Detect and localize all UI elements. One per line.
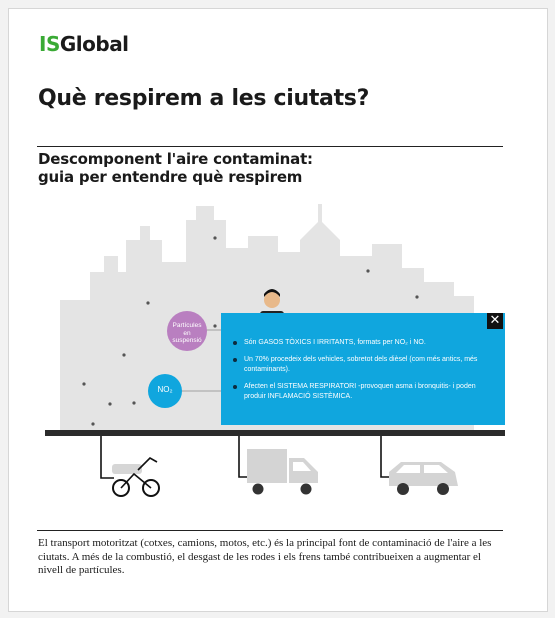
- logo-prefix: IS: [39, 32, 60, 56]
- info-item: Són GASOS TÒXICS I IRRITANTS, formats per NO₂ i NO.: [231, 338, 493, 348]
- car-icon: [389, 462, 458, 495]
- no2-label: NO₂: [157, 385, 173, 394]
- logo-suffix: Global: [59, 32, 129, 56]
- body-paragraph: El transport motoritzat (cotxes, camions, motos, etc.) és la principal font de contaminació de l'aire a les ciutats. A més de la combustió, el desgast de les rodes i els frens també contribueixen a augmentar el nivell de partícules.: [38, 537, 492, 576]
- particles-label-line-3: suspensió: [172, 337, 202, 344]
- truck-icon: [247, 449, 318, 495]
- info-item: Un 70% procedeix dels vehicles, sobretot dels dièsel (com més antics, més contaminants).: [231, 355, 493, 375]
- particles-label: [167, 322, 207, 345]
- page-title: Què respirem a les ciutats?: [38, 86, 370, 111]
- info-list: [231, 338, 493, 409]
- particles-label-line-1: Partícules: [172, 322, 202, 329]
- info-item: Afecten el SISTEMA RESPIRATORI -provoquen asma i bronquitis- i poden produir INFLAMACIÓ SISTÈMICA.: [231, 382, 493, 402]
- particles-label-line-2: en: [183, 329, 191, 337]
- vehicle-connectors: [101, 436, 391, 478]
- subtitle-line-1: Descomponent l'aire contaminat:: [38, 150, 313, 168]
- motorbike-icon: [112, 458, 159, 496]
- close-button[interactable]: ✕: [487, 313, 503, 329]
- street-line: [45, 430, 505, 436]
- body-divider: [37, 530, 503, 531]
- subtitle-line-2: guia per entendre què respirem: [38, 168, 303, 186]
